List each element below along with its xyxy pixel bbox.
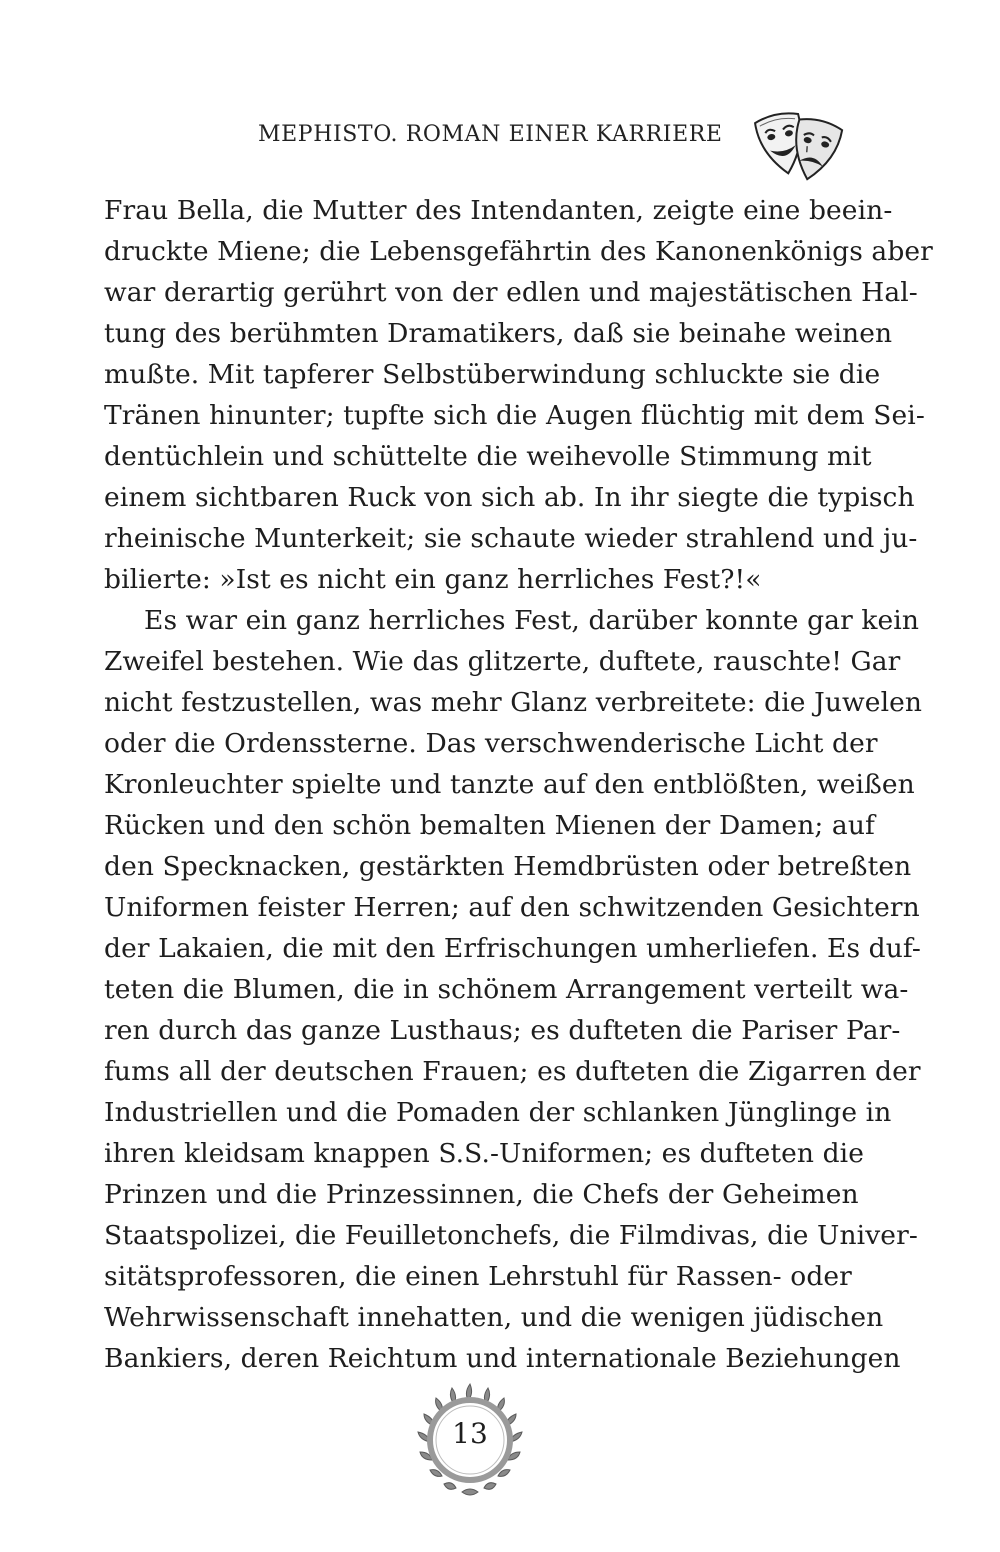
text-line: dentüchlein und schüttelte die weihevolle Stimmung mit xyxy=(104,441,872,472)
text-line: rheinische Munterkeit; sie schaute wieder strahlend und ju- xyxy=(104,523,918,554)
theatre-masks-icon xyxy=(752,108,844,188)
text-line: Prinzen und die Prinzessinnen, die Chefs der Geheimen xyxy=(104,1179,859,1210)
text-line: Es war ein ganz herrliches Fest, darüber konnte gar kein xyxy=(144,605,920,636)
text-line: Industriellen und die Pomaden der schlanken Jünglinge in xyxy=(104,1097,892,1128)
text-line: ren durch das ganze Lusthaus; es dufteten die Pariser Par- xyxy=(104,1015,901,1046)
text-line: Kronleuchter spielte und tanzte auf den entblößten, weißen xyxy=(104,769,915,800)
text-line: Uniformen feister Herren; auf den schwitzenden Gesichtern xyxy=(104,892,920,923)
text-line: Tränen hinunter; tupfte sich die Augen flüchtig mit dem Sei- xyxy=(104,400,925,431)
text-line: mußte. Mit tapferer Selbstüberwindung schluckte sie die xyxy=(104,359,881,390)
text-line: einem sichtbaren Ruck von sich ab. In ihr siegte die typisch xyxy=(104,482,915,513)
text-line: Rücken und den schön bemalten Mienen der Damen; auf xyxy=(104,810,875,841)
text-line: bilierte: »Ist es nicht ein ganz herrliches Fest?!« xyxy=(104,564,762,595)
text-line: fums all der deutschen Frauen; es dufteten die Zigarren der xyxy=(104,1056,921,1087)
text-line: druckte Miene; die Lebensgefährtin des Kanonenkönigs aber xyxy=(104,236,933,267)
text-line: Zweifel bestehen. Wie das glitzerte, duftete, rauschte! Gar xyxy=(104,646,901,677)
page-number: 13 xyxy=(452,1417,488,1450)
text-line: ihren kleidsam knappen S.S.-Uniformen; es dufteten die xyxy=(104,1138,864,1169)
text-line: oder die Ordenssterne. Das verschwenderische Licht der xyxy=(104,728,878,759)
text-line: Wehrwissenschaft innehatten, und die wenigen jüdischen xyxy=(104,1302,884,1333)
body-text xyxy=(104,190,933,1379)
text-line: Bankiers, deren Reichtum und internationale Beziehungen xyxy=(104,1343,901,1374)
text-line: Staatspolizei, die Feuilletonchefs, die Filmdivas, die Univer- xyxy=(104,1220,918,1251)
text-line: sitätsprofessoren, die einen Lehrstuhl für Rassen- oder xyxy=(104,1261,852,1292)
running-head-title: MEPHISTO. ROMAN EINER KARRIERE xyxy=(258,122,723,147)
text-line: teten die Blumen, die in schönem Arrangement verteilt wa- xyxy=(104,974,909,1005)
text-line: nicht festzustellen, was mehr Glanz verbreitete: die Juwelen xyxy=(104,687,923,718)
text-line: Frau Bella, die Mutter des Intendanten, zeigte eine beein- xyxy=(104,195,893,226)
text-line: tung des berühmten Dramatikers, daß sie beinahe weinen xyxy=(104,318,893,349)
text-line: der Lakaien, die mit den Erfrischungen umherliefen. Es duf- xyxy=(104,933,921,964)
text-line: den Specknacken, gestärkten Hemdbrüsten oder betreßten xyxy=(104,851,912,882)
text-line: war derartig gerührt von der edlen und majestätischen Hal- xyxy=(104,277,918,308)
